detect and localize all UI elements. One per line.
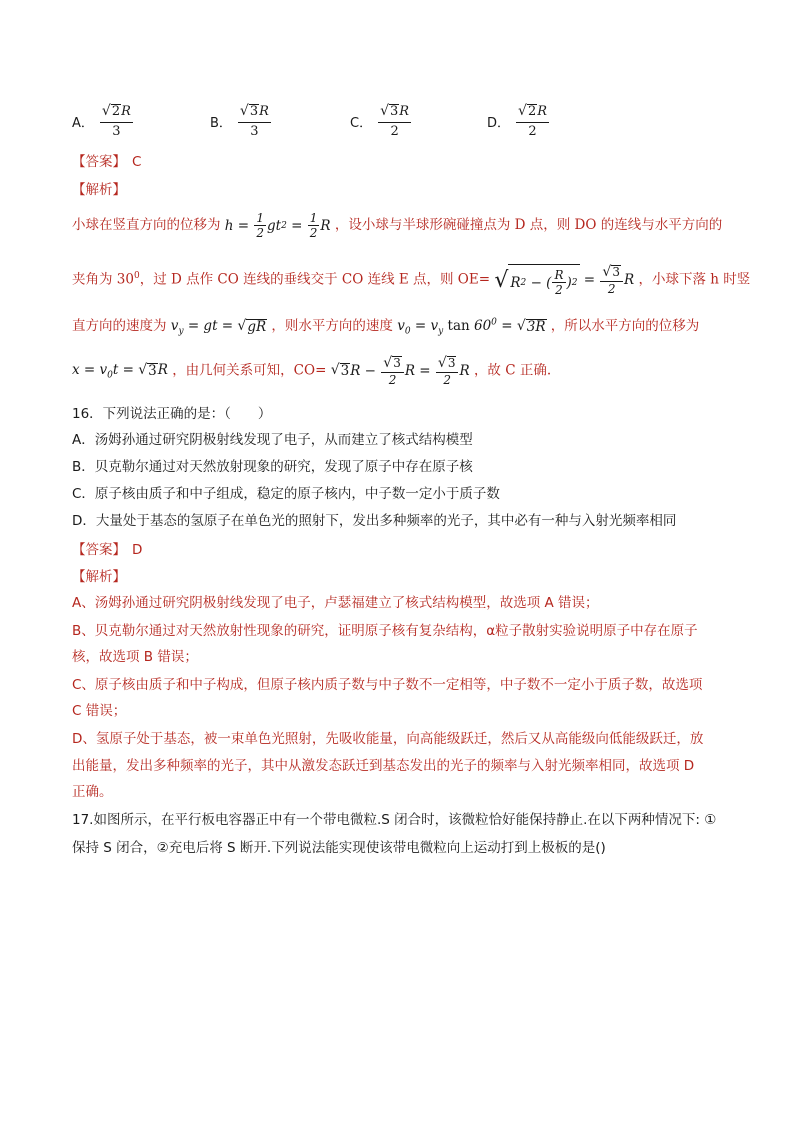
formula-h: h = $\frac{1}{2}$ gt 2 = $\frac{1}{2}$ R — [224, 211, 331, 240]
q16-analysis-line-4: C、原子核由质子和中子构成，但原子核内质子数与中子数不一定相等，中子数不一定小于质子数，故选项 — [72, 677, 703, 693]
option-letter: C． — [350, 115, 373, 131]
formula-co: √ 3 R − √ 3 2 R = √ 3 2 R — [330, 355, 470, 387]
q16-analysis-label: 【解析】 — [72, 569, 126, 585]
q16-analysis-line-3: 核，故选项 B 错误； — [72, 649, 198, 665]
q15-option-b[interactable] — [210, 96, 271, 146]
q16-option-c[interactable]: C．原子核由质子和中子组成，稳定的原子核内，中子数一定小于质子数 — [72, 486, 500, 502]
q15-solution-line-1: 小球在竖直方向的位移为 h = $\frac{1}{2}$ gt 2 = $\frac{1}{2}$ R ，设小球与半球形碗碰撞点为 D 点，则 DO 的连线与水平方向的 — [72, 211, 723, 240]
q15-analysis-label: 【解析】 — [72, 182, 126, 198]
option-letter: B． — [210, 115, 232, 131]
q16-option-d[interactable]: D．大量处于基态的氢原子在单色光的照射下，发出多种频率的光子，其中必有一种与入射光频率相同 — [72, 513, 677, 529]
q16-option-b[interactable]: B．贝克勒尔通过对天然放射现象的研究，发现了原子中存在原子核 — [72, 459, 473, 475]
q16-option-a[interactable]: A．汤姆孙通过研究阴极射线发现了电子，从而建立了核式结构模型 — [72, 432, 473, 448]
formula-v0: $v_0 = v_y$ $\tan 60^0$ = √ 3R — [397, 317, 546, 337]
q16-analysis-line-2: B、贝克勒尔通过对天然放射性现象的研究，证明原子核有复杂结构，α粒子散射实验说明原子中存在原子 — [72, 623, 698, 639]
q15-solution-line-2: 夹角为 $30^0$，过 D 点作 CO 连线的垂线交于 CO 连线 E 点，则 OE= √ R 2 − ( $\frac{R}{2}$ ) 2 = √ 3 2 R ，小球下落 h 时竖 — [72, 264, 751, 297]
option-fraction: √ 2 R 2 — [518, 102, 548, 139]
option-fraction: √ 3 R 2 — [380, 102, 410, 139]
formula-oe: √ R 2 − ( $\frac{R}{2}$ ) 2 = √ 3 2 R — [494, 264, 635, 297]
q16-analysis-line-8: 正确。 — [72, 784, 113, 800]
q15-option-d[interactable] — [487, 96, 549, 146]
formula-x: $x = v_0t$ = √ 3 R — [72, 362, 168, 382]
q15-solution-line-4: $x = v_0t$ = √ 3 R ，由几何关系可知，CO= √ 3 R − √ 3 2 R = √ 3 2 R ，故 C 正确. — [72, 355, 552, 387]
option-letter: D． — [487, 115, 511, 131]
q15-solution-line-3: 直方向的速度为 $v_y$ = gt = √ gR ，则水平方向的速度 $v_0 = v_y$ $\tan 60^0$ = √ 3R ，所以水平方向的位移为 — [72, 317, 700, 337]
q16-answer: 【答案】 D — [72, 542, 143, 558]
q16-analysis-line-1: A、汤姆孙通过研究阴极射线发现了电子，卢瑟福建立了核式结构模型，故选项 A 错误； — [72, 595, 599, 611]
option-fraction: √ 3 R 3 — [239, 102, 269, 139]
q16-analysis-line-7: 出能量，发出多种频率的光子，其中从激发态跃迁到基态发出的光子的频率与入射光频率相同，故选项 D — [72, 758, 695, 774]
q15-options — [72, 96, 732, 146]
q15-option-c[interactable] — [350, 96, 411, 146]
option-letter: A． — [72, 115, 94, 131]
q17-stem-line-1: 17.如图所示，在平行板电容器正中有一个带电微粒.S 闭合时，该微粒恰好能保持静止.在以下两种情况下: ① — [72, 812, 717, 828]
formula-vy: $v_y$ = gt = √ gR — [170, 318, 267, 337]
q15-option-a[interactable] — [72, 96, 133, 146]
q16-analysis-line-5: C 错误； — [72, 703, 127, 719]
q16-analysis-line-6: D、氢原子处于基态，被一束单色光照射，先吸收能量，向高能级跃迁，然后又从高能级向低能级跃迁，放 — [72, 731, 704, 747]
option-fraction: √ 2 R 3 — [101, 102, 131, 139]
q17-stem-line-2: 保持 S 闭合，②充电后将 S 断开.下列说法能实现使该带电微粒向上运动打到上极板的是() — [72, 840, 606, 856]
q15-answer: 【答案】 C — [72, 154, 142, 170]
q16-stem: 16．下列说法正确的是：（ ） — [72, 406, 272, 422]
